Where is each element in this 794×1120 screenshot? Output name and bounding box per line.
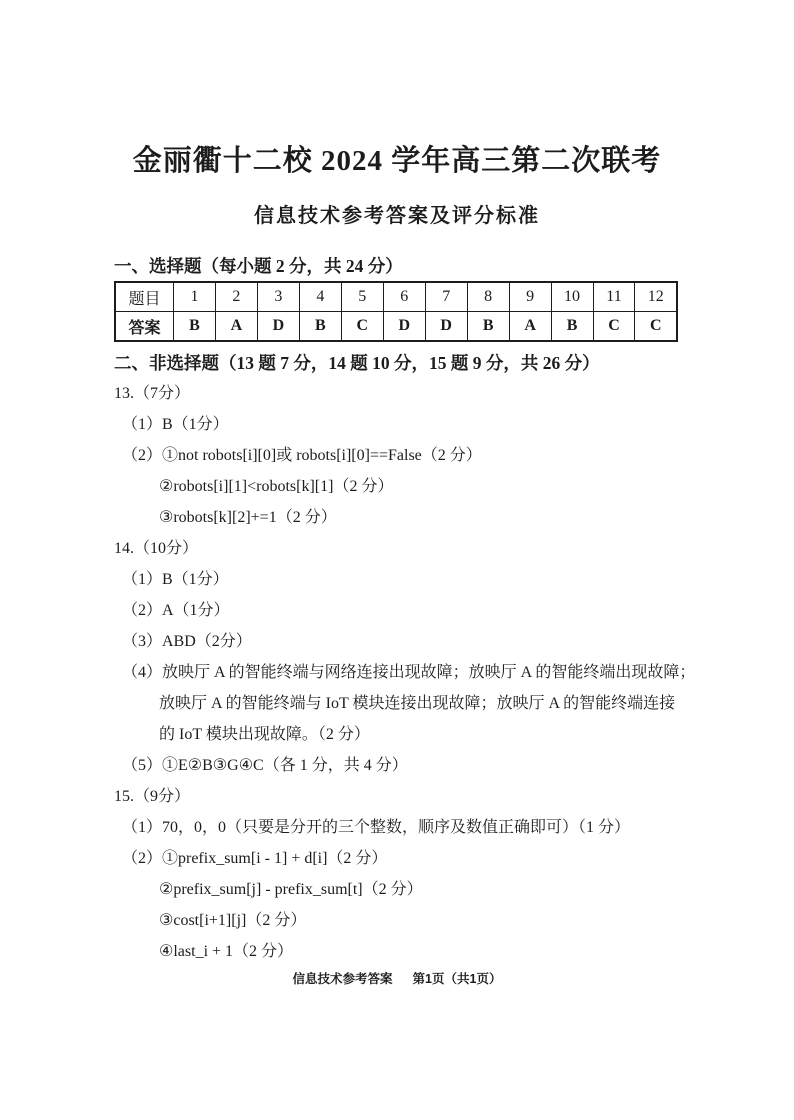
page-title: 金丽衢十二校 2024 学年高三第二次联考 — [132, 145, 662, 177]
q14-answer-line: 的 IoT 模块出现故障。（2 分） — [159, 726, 370, 743]
question-number-cell: 1 — [174, 282, 216, 312]
choice-section-heading: 一、选择题（每小题 2 分，共 24 分） — [114, 256, 403, 276]
q14-title: 14.（10分） — [114, 540, 199, 557]
answer-cell: D — [383, 312, 425, 342]
page-footer — [0, 969, 794, 987]
answer-cell: C — [593, 312, 635, 342]
page-content — [114, 255, 708, 962]
q13-answer-line: （1）B（1分） — [122, 416, 229, 433]
q14-answer-line: （5）①E②B③G④C（各 1 分，共 4 分） — [122, 757, 408, 774]
footer-doc-label: 信息技术参考答案 — [292, 972, 393, 986]
q14-answer-line: （3）ABD（2分） — [122, 633, 252, 650]
question-number-cell: 2 — [215, 282, 257, 312]
q13-title: 13.（7分） — [114, 385, 191, 402]
question-number-cell: 3 — [257, 282, 299, 312]
question-row-label: 题目 — [115, 282, 174, 312]
answer-cell: B — [299, 312, 341, 342]
answer-cell: A — [509, 312, 551, 342]
page-subtitle: 信息技术参考答案及评分标准 — [254, 205, 540, 227]
question-number-cell: 4 — [299, 282, 341, 312]
q15-answer-line: ③cost[i+1][j]（2 分） — [159, 912, 307, 929]
question-number-cell: 7 — [425, 282, 467, 312]
answer-cell: D — [257, 312, 299, 342]
q13-answer-line: ②robots[i][1]<robots[k][1]（2 分） — [159, 478, 394, 495]
q15-answer-line: ④last_i + 1（2 分） — [159, 943, 294, 960]
answer-cell: B — [174, 312, 216, 342]
q14-answer-line: 放映厅 A 的智能终端与 IoT 模块连接出现故障；放映厅 A 的智能终端连接 — [159, 695, 676, 712]
answer-cell: C — [341, 312, 383, 342]
choice-answer-table — [114, 281, 678, 342]
nonchoice-section-heading: 二、非选择题（13 题 7 分，14 题 10 分，15 题 9 分，共 26 分） — [114, 353, 600, 373]
answer-cell: A — [215, 312, 257, 342]
q15-answer-line: ②prefix_sum[j] - prefix_sum[t]（2 分） — [159, 881, 423, 898]
question-number-cell: 5 — [341, 282, 383, 312]
answer-row — [115, 312, 677, 342]
answer-cell: D — [425, 312, 467, 342]
question-number-cell: 10 — [551, 282, 593, 312]
question-number-cell: 12 — [635, 282, 677, 312]
q14-answer-line: （2）A（1分） — [122, 602, 230, 619]
q15-title: 15.（9分） — [114, 788, 191, 805]
q15-answer-line: （2）①prefix_sum[i - 1] + d[i]（2 分） — [122, 850, 388, 867]
question-number-cell: 11 — [593, 282, 635, 312]
question-number-cell: 6 — [383, 282, 425, 312]
answer-cell: C — [635, 312, 677, 342]
q13-answer-line: （2）①not robots[i][0]或 robots[i][0]==False（2 分） — [122, 447, 482, 464]
q14-answer-line: （1）B（1分） — [122, 571, 229, 588]
answer-cell: B — [467, 312, 509, 342]
question-number-cell: 9 — [509, 282, 551, 312]
question-number-row — [115, 282, 677, 312]
q14-answer-line: （4）放映厅 A 的智能终端与网络连接出现故障；放映厅 A 的智能终端出现故障； — [122, 664, 696, 681]
footer-page-number: 第1页（共1页） — [412, 972, 502, 986]
q13-answer-line: ③robots[k][2]+=1（2 分） — [159, 509, 337, 526]
answer-cell: B — [551, 312, 593, 342]
question-number-cell: 8 — [467, 282, 509, 312]
answer-row-label: 答案 — [115, 312, 174, 342]
q15-answer-line: （1）70，0，0（只要是分开的三个整数，顺序及数值正确即可）（1 分） — [122, 819, 631, 836]
